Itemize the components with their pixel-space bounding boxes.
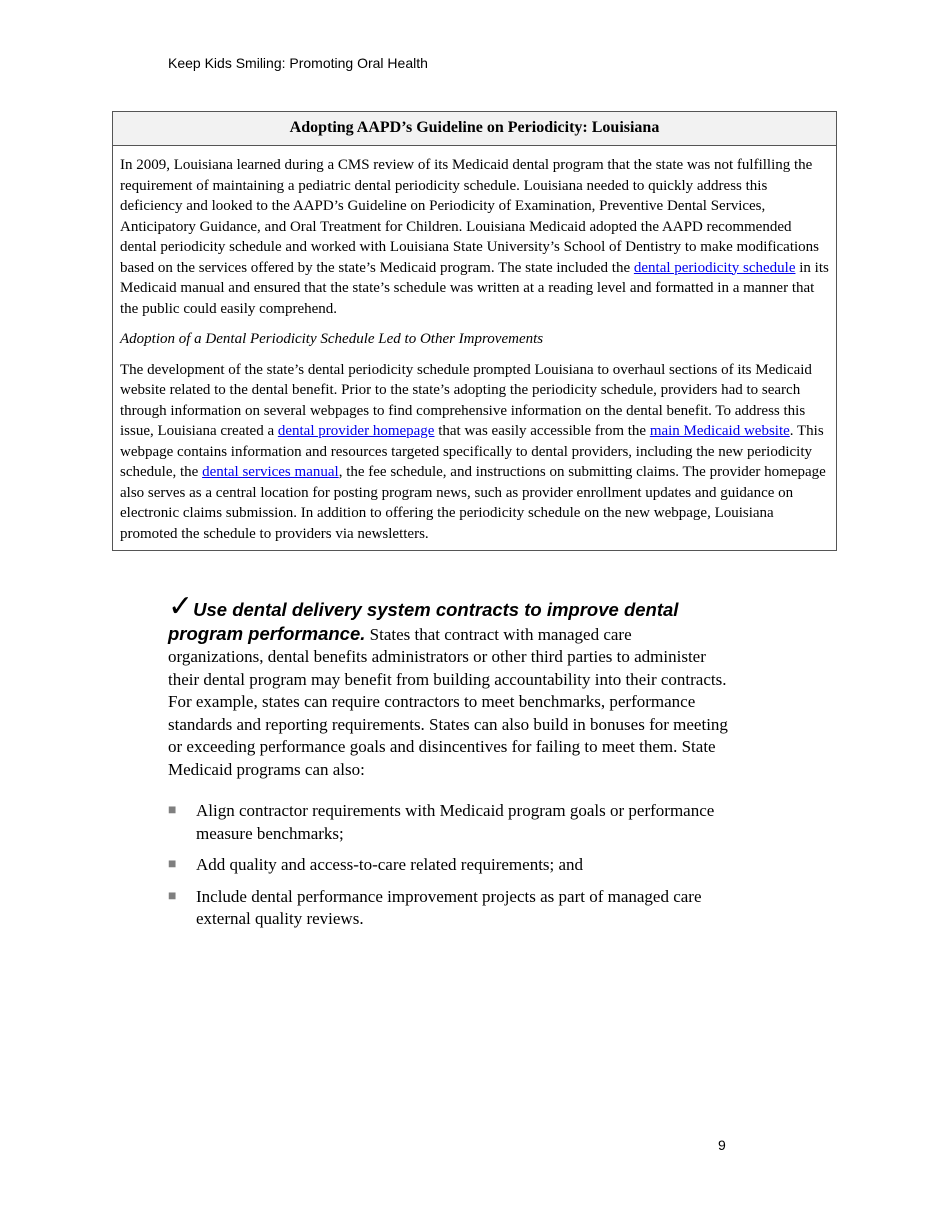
bullet-list	[168, 800, 728, 931]
square-bullet-icon: ■	[168, 803, 177, 818]
dental-provider-homepage-link[interactable]: dental provider homepage	[277, 423, 435, 439]
case-study-box	[112, 111, 837, 551]
list-item	[168, 886, 728, 931]
recommendation-paragraph	[168, 589, 728, 781]
text-run: that was easily accessible from the	[434, 423, 650, 439]
recommendation-section	[168, 589, 728, 940]
box-subheading: Adoption of a Dental Periodicity Schedule Led to Other Improvements	[120, 331, 544, 347]
dental-periodicity-schedule-link[interactable]: dental periodicity schedule	[633, 259, 796, 276]
text-run: , the fee schedule, and instructions on submitting claims. The provider homepage also serves as a central location for posting program news, such as provider enrollment updates and guidance on electronic claims submission. In addition to offering the periodicity schedule on the new webpage, Louisiana promoted the schedule to providers via newsletters.	[120, 464, 826, 542]
text-run: The development of the state’s dental periodicity schedule prompted Louisiana to overhaul sections of its Medicaid website related to the dental benefit. Prior to the state’s adopting the periodicity schedule, providers had to search through information on several webpages to find comprehensive information on the dental benefit. To address this issue, Louisiana created a	[120, 361, 812, 439]
square-bullet-icon: ■	[168, 857, 177, 872]
list-item-text: Align contractor requirements with Medicaid program goals or performance measure benchmarks;	[196, 801, 715, 843]
list-item-text: Add quality and access-to-care related requirements; and	[196, 855, 584, 874]
checkmark-icon: ✓	[168, 589, 194, 624]
dental-services-manual-link[interactable]: dental services manual	[202, 464, 339, 480]
main-medicaid-website-link[interactable]: main Medicaid website	[649, 423, 790, 439]
list-item	[168, 854, 728, 877]
page-number: 9	[718, 1137, 726, 1153]
recommendation-lead: Use dental delivery system contracts to improve dental program performance.	[168, 599, 679, 644]
list-item	[168, 800, 728, 845]
text-run: in its Medicaid manual and ensured that the state’s schedule was written at a reading level and formatted in a manner that the public could easily comprehend.	[120, 259, 829, 317]
text-run: In 2009, Louisiana learned during a CMS review of its Medicaid dental program that the state was not fulfilling the requirement of maintaining a pediatric dental periodicity schedule. Louisiana needed to quickly address this deficiency and looked to the AAPD’s Guideline on Periodicity of Examination, Preventive Dental Services, Anticipatory Guidance, and Oral Treatment for Children. Louisiana Medicaid adopted the AAPD recommended dental periodicity schedule and worked with Louisiana State University’s School of Dentistry to make modifications based on the services offered by the state’s Medicaid program. The state included the	[120, 157, 820, 276]
list-item-text: Include dental performance improvement projects as part of managed care external quality reviews.	[196, 886, 702, 928]
box-paragraph-2	[120, 360, 829, 545]
box-body	[113, 146, 836, 544]
square-bullet-icon: ■	[168, 888, 177, 904]
recommendation-body: States that contract with managed care organizations, dental benefits administrators or other third parties to administer their dental program may benefit from building accountability into their contracts. For example, states can require contractors to meet benchmarks, performance standards and reporting requirements. States can also build in bonuses for meeting or exceeding performance goals and disincentives for failing to meet them. State Medicaid programs can also:	[168, 624, 728, 779]
box-paragraph-1	[120, 155, 829, 319]
text-run: . This webpage contains information and resources targeted specifically to dental providers, including the new periodicity schedule, the	[120, 423, 824, 480]
box-title: Adopting AAPD’s Guideline on Periodicity: Louisiana	[113, 112, 836, 146]
running-header: Keep Kids Smiling: Promoting Oral Health	[168, 55, 428, 71]
